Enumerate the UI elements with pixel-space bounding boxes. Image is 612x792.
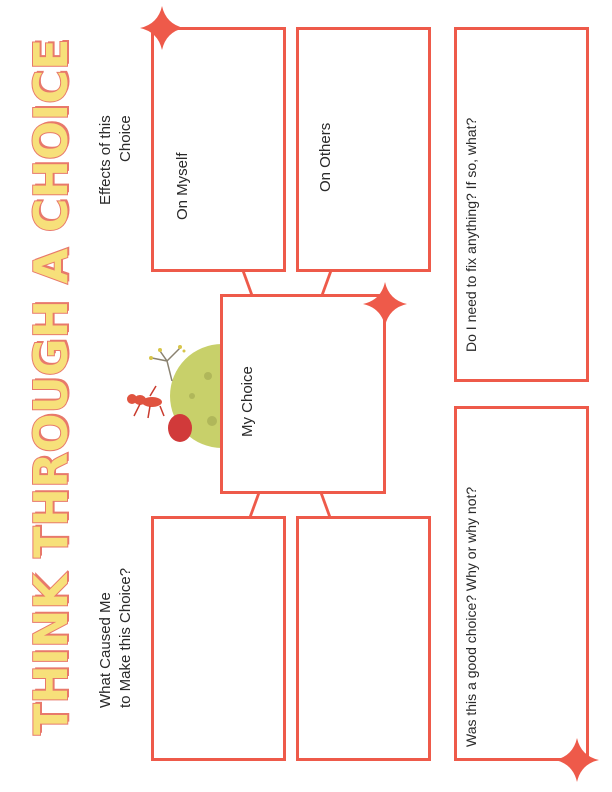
connector-line [320,270,332,296]
sparkle-star-icon [140,6,184,50]
connector-line [241,270,253,296]
cause-box-1[interactable] [151,516,286,761]
on-others-label: On Others [317,122,334,192]
connector-line [320,493,332,517]
on-others-box[interactable] [296,27,431,272]
fix-question-box[interactable] [454,27,589,382]
good-choice-label: Was this a good choice? Why or why not? [463,486,479,747]
connector-line [249,493,261,517]
my-choice-label: My Choice [239,366,256,437]
on-myself-label: On Myself [174,152,191,220]
causes-heading: What Caused Me to Make this Choice? [97,567,134,708]
good-choice-box[interactable] [454,406,589,761]
worksheet-title: THINK THROUGH A CHOICE [24,38,78,735]
fix-question-label: Do I need to fix anything? If so, what? [463,117,479,352]
cause-box-2[interactable] [296,516,431,761]
on-myself-box[interactable] [151,27,286,272]
sparkle-star-icon [555,738,599,782]
sparkle-star-icon [363,282,407,326]
effects-heading: Effects of this Choice [97,115,134,205]
ant-on-planet-illustration [112,336,227,456]
my-choice-box[interactable] [220,294,386,494]
